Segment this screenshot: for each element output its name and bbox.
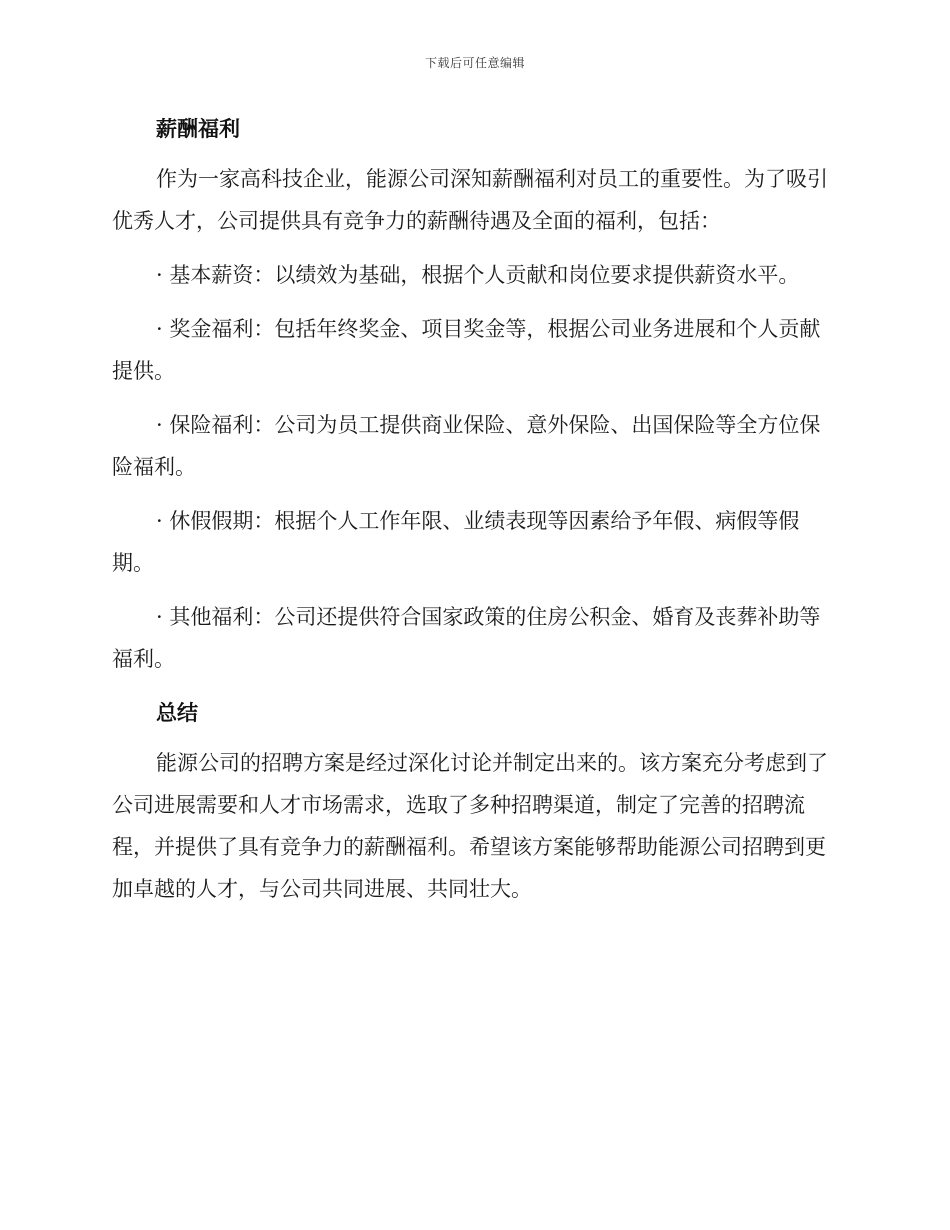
benefit-item-other: · 其他福利：公司还提供符合国家政策的住房公积金、婚育及丧葬补助等福利。 [112,605,821,671]
section-heading-compensation: 薪酬福利 [156,117,240,141]
benefit-item-insurance: · 保险福利：公司为员工提供商业保险、意外保险、出国保险等全方位保险福利。 [112,413,821,479]
page-header-note: 下载后可任意编辑 [424,56,525,70]
benefit-item-base-salary: · 基本薪资：以绩效为基础，根据个人贡献和岗位要求提供薪资水平。 [156,263,800,287]
benefit-item-vacation: · 休假假期：根据个人工作年限、业绩表现等因素给予年假、病假等假期。 [112,509,800,575]
compensation-intro-paragraph: 作为一家高科技企业，能源公司深知薪酬福利对员工的重要性。为了吸引优秀人才，公司提供具有竞争力的薪酬待遇及全面的福利，包括： [112,167,828,233]
document-body [112,108,834,910]
section-heading-summary: 总结 [156,701,198,725]
benefit-item-bonus: · 奖金福利：包括年终奖金、项目奖金等，根据公司业务进展和个人贡献提供。 [112,317,821,383]
summary-paragraph: 能源公司的招聘方案是经过深化讨论并制定出来的。该方案充分考虑到了公司进展需要和人才市场需求，选取了多种招聘渠道，制定了完善的招聘流程，并提供了具有竞争力的薪酬福利。希望该方案能够帮助能源公司招聘到更加卓越的人才，与公司共同进展、共同壮大。 [112,751,828,901]
